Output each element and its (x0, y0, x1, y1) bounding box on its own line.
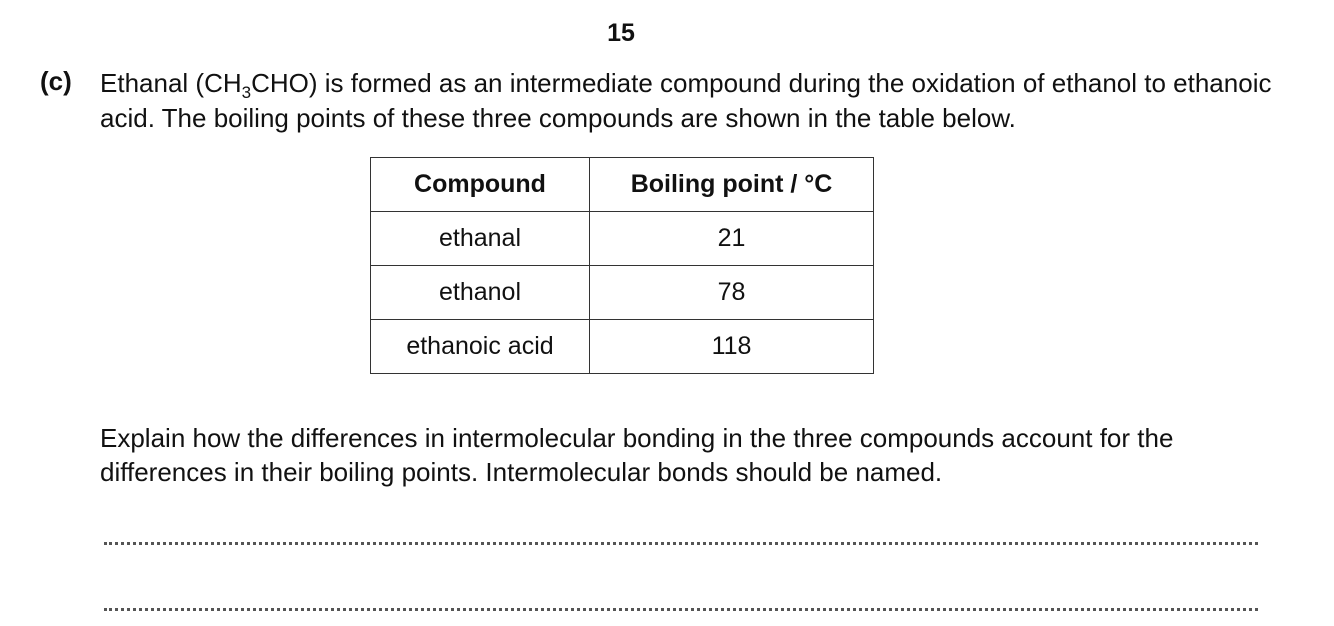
question-intro (100, 66, 1320, 136)
header-boiling-point: Boiling point / °C (590, 158, 874, 212)
table-header-row (371, 158, 874, 212)
table-row (371, 212, 874, 266)
answer-line[interactable] (104, 542, 1258, 545)
table-row (371, 266, 874, 320)
boiling-point-table (370, 157, 874, 374)
boiling-point-cell: 118 (590, 320, 874, 374)
formula-subscript: 3 (241, 83, 252, 102)
intro-text-start: Ethanal (CH (100, 68, 242, 98)
compound-cell: ethanol (371, 266, 590, 320)
question-prompt: Explain how the differences in intermolecular bonding in the three compounds account for the differences in their boiling points. Intermolecular bonds should be named. (100, 423, 1174, 487)
intro-text-end: CHO) is formed as an intermediate compound during the oxidation of ethanol to ethanoic acid. The boiling points of these three compounds are shown in the table below. (100, 68, 1272, 133)
question-part-label: (c) (40, 66, 72, 96)
table-row (371, 320, 874, 374)
page-number: 15 (607, 19, 635, 47)
compound-cell: ethanal (371, 212, 590, 266)
boiling-point-cell: 21 (590, 212, 874, 266)
compound-cell: ethanoic acid (371, 320, 590, 374)
answer-line[interactable] (104, 608, 1258, 611)
header-compound: Compound (371, 158, 590, 212)
boiling-point-cell: 78 (590, 266, 874, 320)
